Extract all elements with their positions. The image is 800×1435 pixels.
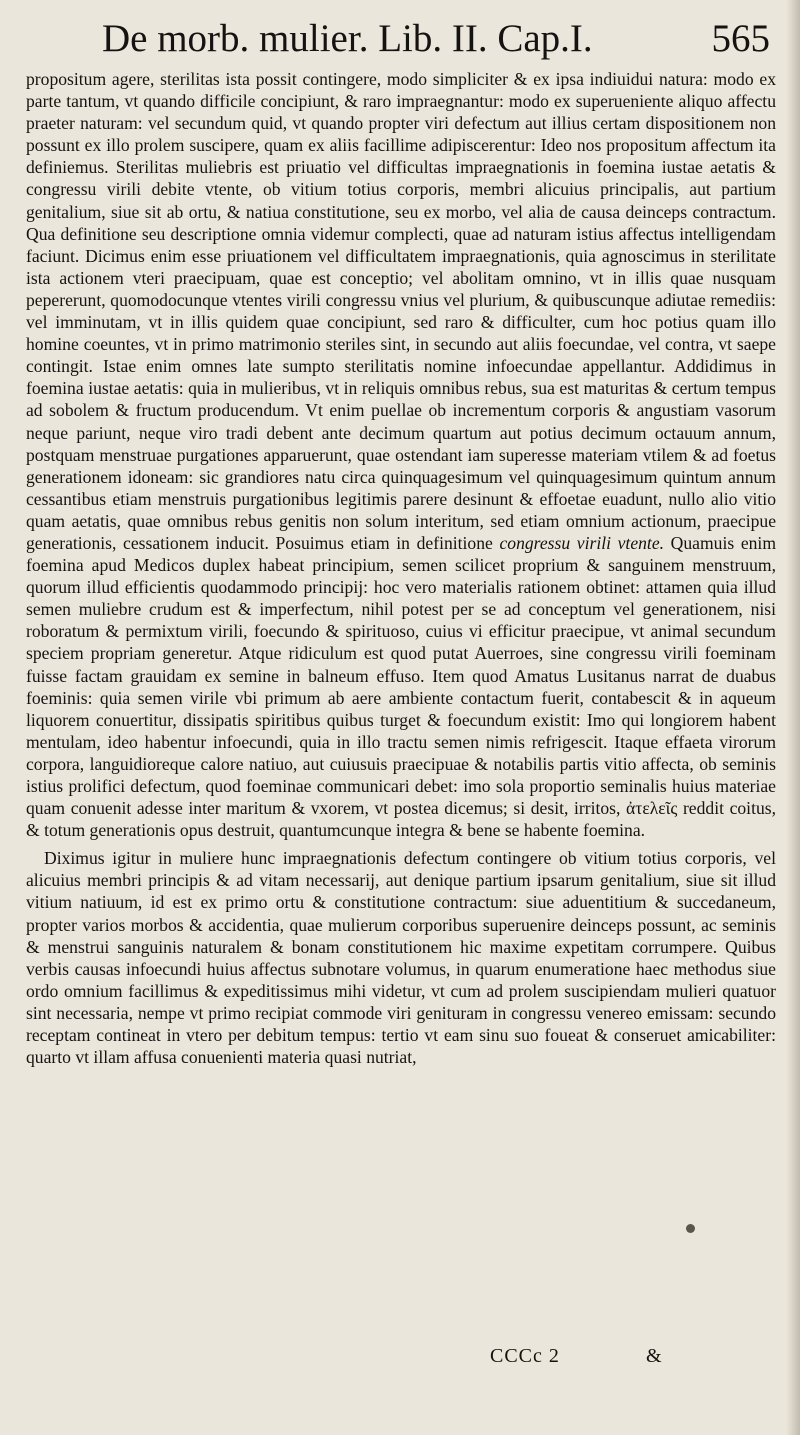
paragraph-1-part-a: propositum agere, sterilitas ista possit contingere, modo simpliciter & ex ipsa indiuidui natura: modo ex parte tantum, vt quando difficile concipiunt, & raro impraegnantur: modo ex superueniente aliquo affectu praeter naturam: vel secundum quid, vt quando propter viri defectum aut illius certam dispositionem non possunt ex illo prolem suscipere, quam ex aliis facillime adipiscerentur: Ideo nos propositum affectum ita definiemus. Sterilitas muliebris est priuatio vel difficultas impraegnationis in foemina iustae aetatis & congressu virili debite vtente, ob vitium totius corporis, membri alicuius principalis, aut partium genitalium, siue sit ab ortu, & natiua constitutione, seu ex morbo, vel alia de causa deinceps contractum. Qua definitione seu descriptione omnia videmur complecti, quae ad naturam istius affectus intelligendam faciunt. Dicimus enim esse priuationem vel difficultatem impraegnationis, quia agnoscimus in sterilitate ista actionem vteri praecipuam, quae est conceptio; vel abolitam omnino, vt in illis quae nusquam pepererunt, quomodocunque vtentes virili congressu vnius vel plurium, & quibuscunque adiutae remediis: vel imminutam, vt in illis quidem quae concipiunt, sed raro & difficulter, cum hoc potius quam illo homine coeuntes, vt in primo matrimonio steriles sint, in secundo aut aliis foecundae, vel contra, vt saepe contingit. Istae enim omnes late sumpto sterilitatis nomine infoecundae appellantur. Addidimus in foemina iustae aetatis: quia in mulieribus, vt in reliquis omnibus rebus, sua est maturitas & certum tempus ad sobolem & fructum producendum. Vt enim puellae ob incrementum corporis & angustiam vasorum neque pariunt, neque viro tradi debent ante decimum quartum aut potius decimum octauum annum, postquam menstruae purgationes apparuerunt, quae ostendant iam superesse materiam vtilem & ad foetus generationem idoneam: sic grandiores natu circa quinquagesimum vel quinquagesimum quintum annum cessantibus etiam menstruis purgationibus legitimis parere desinunt & effoetae euadunt, nullo alio vitio quam aetatis, quae omnibus rebus genitis non solum interitum, sed etiam omnium actionum, praecipue generationis, cessationem inducit. Posuimus etiam in definitione [26, 69, 776, 553]
catchword: & [646, 1345, 662, 1367]
page-number: 565 [711, 17, 770, 60]
greek-word: ἀτελεῖς [626, 798, 678, 819]
page-footer [0, 1345, 800, 1375]
page-edge-shadow [786, 0, 800, 1435]
ink-spot [686, 1224, 695, 1233]
page-header [90, 14, 790, 64]
running-head: De morb. mulier. Lib. II. Cap.I. [102, 17, 593, 60]
signature-mark: CCCc 2 [490, 1345, 560, 1367]
italic-emphasis: congressu virili vtente. [499, 532, 665, 553]
paragraph-2: Diximus igitur in muliere hunc impraegnationis defectum contingere ob vitium totius corporis, vel alicuius membri principis & ad vitam necessarij, aut denique partium ipsarum genitalium, siue sit illud vitium natiuum, id est ex primo ortu & constitutione contractum: siue aduentitium & succedaneum, propter varios morbos & accidentia, quae mulierum corporibus superuenire deinceps possunt, ac seminis & menstrui sanguinis naturalem & bonam constitutionem hic maxime expetitam corrumpere. Quibus verbis causas infoecundi huius affectus subnotare volumus, in quarum enumeratione haec methodus siue ordo omnium facillimus & expeditissimus mihi videtur, vt cum ad prolem suscipiendam mulieri quatuor sint necessaria, nempe vt primo recipiat commode viri genituram in congressu venereo emissam: secundo receptam contineat in vtero per debitum tempus: tertio vt eam sinu suo foueat & conseruet amicabiliter: quarto vt illam affusa conuenienti materia quasi nutriat, [26, 848, 776, 1068]
body-text [26, 68, 776, 1068]
paragraph-1 [26, 68, 776, 841]
paragraph-1-part-b: Quamuis enim foemina apud Medicos duplex habeat principium, semen scilicet proprium & sanguinem menstruum, quorum illud efficientis quodammodo principij: hoc vero materialis rationem obtinet: attamen quia illud semen muliebre crudum est & imperfectum, nihil potest per se ad conceptum vel generationem, nisi roboratum & permixtum virili, foecundo & spirituoso, cuius vi efficitur praecipue, vt animal secundum speciem propriam generetur. Atque ridiculum est quod putat Auerroes, sine congressu virili foeminam fuisse factam grauidam ex semine in balneum effuso. Item quod Amatus Lusitanus narrat de duabus foeminis: quia semen virile vbi primum ab aere ambiente contactum fuerit, contabescit & in aqueum liquorem conuertitur, dissipatis spiritibus quibus turget & foecundum existit: Imo qui longiorem habent mentulam, ideo habentur infoecundi, quia in illo tractu semen nimis refrigescit. Itaque effaeta virorum corpora, languidioreque calore natiuo, aut cuiusuis praecipuae & notabilis partis vitio affecta, ob seminis istius prolifici defectum, quod foeminae communicari debet: imo sola proportio seminalis huius materiae quam conuenit adesse inter maritum & vxorem, vt postea dicemus; si desit, irritos, [26, 532, 777, 819]
paragraph-1-part-c: reddit coitus, & totum generationis opus destruit, quantumcunque integra & bene se habente foemina. [26, 798, 777, 841]
